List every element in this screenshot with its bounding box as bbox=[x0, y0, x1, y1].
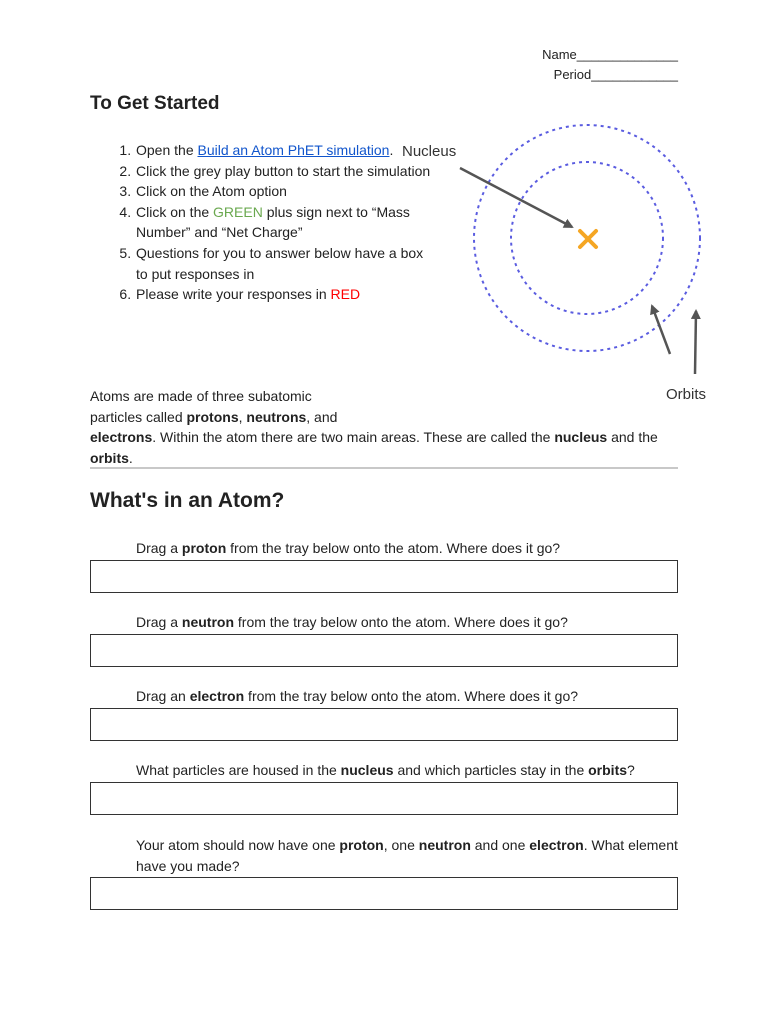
question-text: What particles are housed in the bbox=[136, 762, 341, 778]
step-text: . bbox=[389, 142, 394, 158]
nucleus-arrow bbox=[460, 168, 572, 227]
question-term: electron bbox=[529, 837, 584, 853]
term-orbits: orbits bbox=[90, 449, 129, 466]
red-text: RED bbox=[330, 286, 361, 303]
question-text: Drag a bbox=[136, 540, 182, 556]
answer-box-5[interactable] bbox=[90, 877, 678, 910]
question-3 bbox=[136, 686, 696, 707]
question-text: from the tray below onto the atom. Where does it go? bbox=[226, 540, 561, 556]
answer-box-1[interactable] bbox=[90, 560, 678, 593]
term-nucleus: nucleus bbox=[554, 429, 608, 446]
step-text: plus sign next to “Mass Number” and “Net Charge” bbox=[136, 203, 410, 241]
step-5: 5. Questions for you to answer below have a box to put responses in bbox=[135, 243, 435, 284]
intro-text: . bbox=[128, 449, 133, 466]
question-term: orbits bbox=[588, 762, 628, 778]
orbit-arrow-outer bbox=[695, 311, 696, 374]
question-text: , one bbox=[383, 837, 419, 853]
nucleus-x-icon bbox=[580, 231, 596, 247]
atom-diagram bbox=[390, 108, 720, 408]
answer-box-2[interactable] bbox=[90, 634, 678, 667]
question-term: proton bbox=[339, 837, 384, 853]
term-electrons: electrons bbox=[90, 429, 153, 446]
question-term: neutron bbox=[418, 837, 471, 853]
term-neutrons: neutrons bbox=[246, 408, 307, 425]
section-divider bbox=[90, 467, 678, 469]
question-text: . What element have you made? bbox=[136, 837, 678, 874]
section-title-whats-in-atom: What's in an Atom? bbox=[90, 489, 285, 512]
question-text: Drag an bbox=[136, 688, 190, 704]
question-text: and one bbox=[470, 837, 530, 853]
intro-text: Atoms are made of three subatomic particles called bbox=[90, 388, 312, 425]
question-text: Drag a bbox=[136, 614, 182, 630]
question-4 bbox=[136, 760, 696, 781]
instructions-list bbox=[90, 140, 435, 305]
intro-paragraph bbox=[90, 386, 680, 468]
question-text: and which particles stay in the bbox=[393, 762, 589, 778]
intro-text: . Within the atom there are two main areas. These are called the bbox=[152, 429, 555, 446]
answer-box-3[interactable] bbox=[90, 708, 678, 741]
question-text: from the tray below onto the atom. Where does it go? bbox=[234, 614, 568, 630]
name-field[interactable]: Name______________ bbox=[542, 47, 678, 62]
question-2 bbox=[136, 612, 696, 633]
question-1 bbox=[136, 538, 696, 559]
step-2: 2. Click the grey play button to start the simulation bbox=[135, 161, 435, 182]
question-text: ? bbox=[627, 762, 635, 778]
question-text: from the tray below onto the atom. Where does it go? bbox=[244, 688, 579, 704]
question-term: neutron bbox=[181, 614, 235, 630]
orbit-arrow-inner bbox=[652, 306, 670, 354]
intro-text: and the bbox=[607, 429, 658, 446]
green-text: GREEN bbox=[213, 203, 263, 220]
intro-text: , and bbox=[306, 408, 338, 425]
question-term: nucleus bbox=[340, 762, 394, 778]
step-text: Please write your responses in bbox=[136, 286, 331, 303]
period-field[interactable]: Period____________ bbox=[553, 67, 678, 82]
question-term: proton bbox=[181, 540, 227, 556]
question-text: Your atom should now have one bbox=[136, 837, 340, 853]
step-text: Open the bbox=[136, 142, 198, 158]
answer-box-4[interactable] bbox=[90, 782, 678, 815]
section-title-get-started: To Get Started bbox=[90, 93, 220, 114]
question-term: electron bbox=[189, 688, 245, 704]
orbits-label: Orbits bbox=[666, 386, 707, 403]
intro-first-lines bbox=[90, 386, 360, 427]
question-5 bbox=[136, 835, 681, 876]
phet-simulation-link[interactable]: Build an Atom PhET simulation bbox=[197, 142, 390, 158]
step-3: 3. Click on the Atom option bbox=[135, 181, 435, 202]
intro-text: , bbox=[238, 408, 247, 425]
step-text: Click on the bbox=[136, 203, 214, 220]
nucleus-label: Nucleus bbox=[402, 143, 457, 160]
term-protons: protons bbox=[186, 408, 239, 425]
